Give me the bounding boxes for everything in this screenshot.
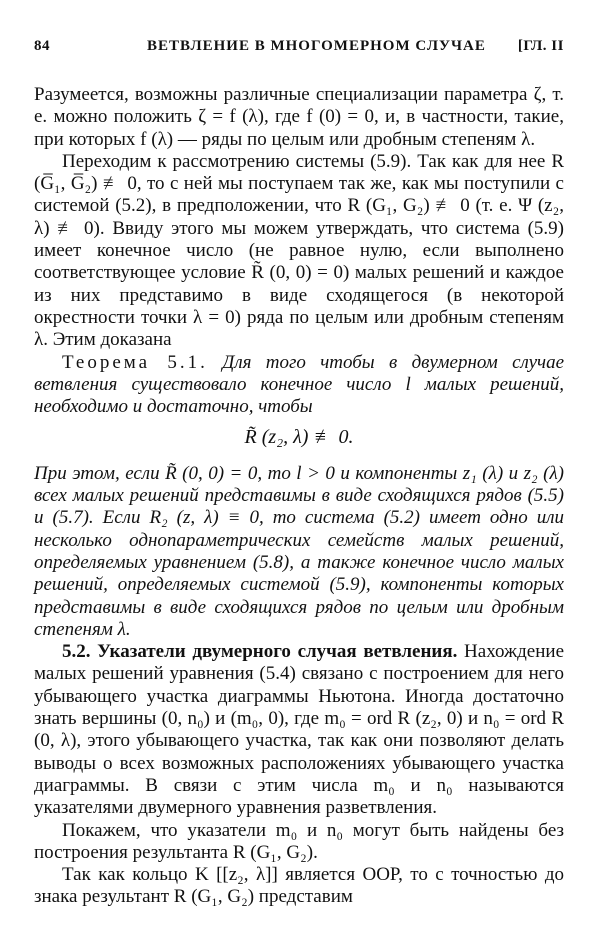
theorem-continuation: При этом, если R̃ (0, 0) = 0, то l > 0 и компоненты z₁ (λ) и z₂ (λ) всех малых решений представимы в виде сходящихся рядов (5.5) и (5.7). Если R₂ (z, λ) ≡ 0, то система (5.2) имеет одно или несколько однопараметрических семейств малых решений, определяемых уравнением (5.8), а также конечное число малых решений, определяемых системой (5.9), компоненты которых представимы в виде сходящихся рядов по целым или дробным степеням λ. — [34, 462, 564, 640]
section-text: Нахождение малых решений уравнения (5.4) связано с построением для него убывающего участка диаграммы Ньютона. Иногда достаточно знать вершины (0, n₀) и (m₀, 0), где m₀ = ord R (z₂, 0) и n₀ = ord R (0, λ), этого убывающего участка, так как они позволяют делать выводы о всех возможных расположениях убывающего участка диаграммы. В связи с этим числа m₀ и n₀ называются указателями двумерного уравнения разветвления. — [34, 641, 565, 819]
chapter-label: [ГЛ. II — [517, 38, 564, 54]
running-title: ВЕТВЛЕНИЕ В МНОГОМЕРНОМ СЛУЧАЕ — [147, 38, 486, 54]
page-number: 84 — [34, 38, 50, 54]
paragraph-system-5-9: Переходим к рассмотрению системы (5.9). Так как для нее R (G̅₁, G̅₂) ≢ 0, то с ней мы поступаем так же, как мы поступили с системой (5.2), в предположении, что R (G₁, G₂) ≢ 0 (т. е. Ψ (z₂, λ) ≢ 0). Ввиду этого мы можем утверждать, что система (5.9) имеет конечное число (не равное нулю, если выполнено соответствующее условие R̃ (0, 0) = 0) малых решений и каждое из них представимо в виде сходящегося (в некоторой окрестности точки λ = 0) ряда по целым или дробным степеням λ. Этим доказана — [34, 150, 564, 351]
page-body — [34, 84, 564, 909]
theorem-5-1 — [34, 352, 564, 419]
theorem-statement: Для того чтобы в двумерном случае ветвления существовало конечное число l малых решений, необходимо и достаточно, чтобы — [34, 351, 564, 418]
section-5-2 — [34, 641, 564, 819]
paragraph-ring: Так как кольцо K [[z₂, λ]] является ООР, то с точностью до знака результант R (G₁, G₂) представим — [34, 864, 564, 908]
page-header — [34, 38, 564, 62]
paragraph-specializations: Разумеется, возможны различные специализации параметра ζ, т. е. можно положить ζ = f (λ), где f (0) = 0, и, в частности, такие, при которых f (λ) — ряды по целым или дробным степеням λ. — [34, 84, 564, 150]
theorem-label: Теорема 5.1. — [62, 351, 208, 373]
section-heading: 5.2. Указатели двумерного случая ветвления. — [62, 641, 458, 663]
theorem-formula: R̃ (z₂, λ) ≢ 0. — [244, 426, 354, 449]
paragraph-indicators: Покажем, что указатели m₀ и n₀ могут быть найдены без построения результанта R (G₁, G₂). — [34, 819, 564, 863]
